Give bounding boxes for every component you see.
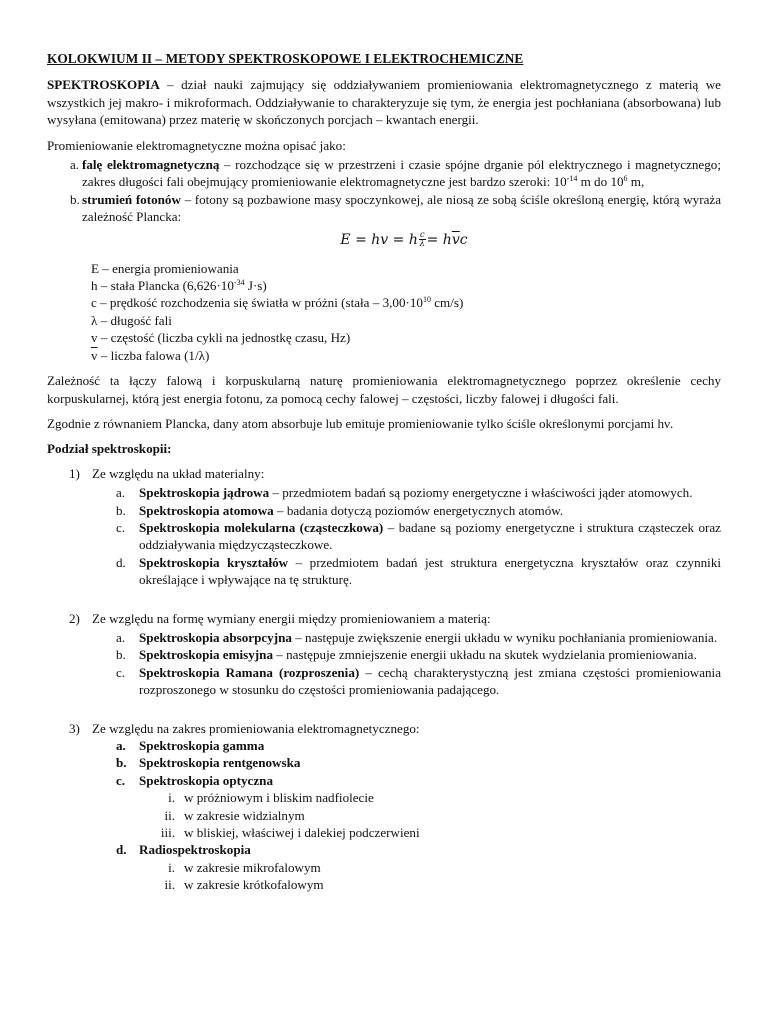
describe-item-term: strumień fotonów	[82, 191, 181, 207]
def-wavenumber	[91, 347, 721, 364]
roman-marker: ii.	[164, 877, 175, 893]
list-item	[92, 772, 721, 842]
intro-paragraph	[47, 76, 721, 128]
formula-lhs: E = hv = h	[340, 231, 418, 248]
formula-wavenumber: $\overline{v}$	[451, 231, 460, 248]
section-items	[92, 484, 721, 588]
roman-text: w zakresie krótkofalowym	[184, 877, 324, 893]
def-exponent: -34	[233, 278, 245, 288]
item-term: Spektroskopia molekularna (cząsteczkowa)	[139, 519, 384, 535]
range-end: m,	[627, 174, 645, 190]
list-item	[92, 519, 721, 554]
list-marker: b.	[116, 647, 126, 663]
list-item	[92, 554, 721, 589]
section-heading: Ze względu na zakres promieniowania elektromagnetycznego:	[92, 720, 420, 736]
formula-fraction	[419, 231, 426, 248]
def-frequency: v – częstość (liczba cykli na jednostkę czasu, Hz)	[91, 330, 351, 346]
roman-list	[139, 789, 721, 841]
describe-item-wave	[47, 156, 721, 191]
describe-item-term: falę elektromagnetyczną	[82, 157, 220, 173]
roman-list	[139, 859, 721, 894]
section-radiation-range	[47, 720, 721, 894]
intro-term: SPEKTROSKOPIA	[47, 77, 160, 93]
list-marker: a.	[116, 485, 126, 501]
document-title: KOLOKWIUM II – METODY SPEKTROSKOPOWE I ELEKTROCHEMICZNE	[47, 51, 524, 66]
list-item	[92, 629, 721, 646]
list-item	[92, 664, 721, 699]
describe-item-text: – rozchodzące się w przestrzeni i czasie spójne drganie pól elektrycznego i magnetycznego; zakres długości fali obejmujący promieniowanie elektromagnetyczne jest bardzo szeroki:	[82, 157, 721, 190]
range-exponent: -14	[566, 174, 578, 184]
range-base: 10	[553, 174, 567, 190]
def-speed-of-light	[91, 294, 721, 311]
item-term: Spektroskopia gamma	[139, 738, 265, 753]
roman-item	[139, 876, 721, 893]
formula-mid: = h	[426, 231, 452, 248]
intro-text: – dział nauki zajmujący się oddziaływaniem promieniowania elektromagnetycznego z materią we wszystkich jej makro- i mikroformach. Oddziaływanie to charakteryzuje się tym, że energia jest pochłaniana (absorbowana) lub wysyłana (emitowana) przez materię w skończonych porcjach – kwantach energii.	[47, 77, 721, 128]
def-text: h – stała Plancka (6,626·10	[91, 278, 234, 294]
item-text: – cechą charakterystyczną jest zmiana częstości promieniowania rozproszonego w stosunku do częstości promieniowania padającego.	[139, 664, 722, 698]
def-exponent: 10	[422, 295, 431, 305]
item-text: – przedmiotem badań są poziomy energetyczne i właściwości jąder atomowych.	[269, 485, 693, 501]
definitions-list	[91, 260, 721, 364]
roman-text: w zakresie widzialnym	[184, 807, 305, 823]
list-item	[92, 841, 721, 893]
item-term: Spektroskopia rentgenowska	[139, 755, 301, 771]
list-item	[92, 754, 721, 771]
section-marker: 1)	[69, 465, 80, 481]
item-text: – przedmiotem badań jest struktura energetyczna kryształów oraz czynniki określające i wpływające na tę strukturę.	[139, 554, 722, 588]
item-term: Spektroskopia kryształów	[139, 554, 289, 570]
describe-item-photons	[47, 191, 721, 226]
describe-paragraph: Promieniowanie elektromagnetyczne można opisać jako:	[47, 137, 346, 153]
planck-paragraph: Zgodnie z równaniem Plancka, dany atom absorbuje lub emituje promieniowanie tylko ściśle określonymi porcjami hν.	[47, 415, 674, 431]
division-list	[47, 465, 721, 894]
item-text: – następuje zmniejszenie energii układu na skutek wydzielania promieniowania.	[273, 647, 697, 663]
list-marker: d.	[116, 554, 126, 570]
section-energy-exchange	[47, 610, 721, 713]
section-marker: 2)	[69, 610, 80, 626]
item-text: – badania dotyczą poziomów energetycznych atomów.	[273, 502, 564, 518]
item-term: Spektroskopia jądrowa	[139, 485, 270, 501]
list-item	[92, 737, 721, 754]
describe-item-text: – fotony są pozbawione masy spoczynkowej, ale niosą ze sobą ściśle określoną energię, którą wyraża zależność Plancka:	[82, 191, 722, 225]
fraction-denominator: λ	[419, 239, 425, 250]
list-item	[92, 484, 721, 501]
spacer	[92, 589, 721, 603]
list-marker: c.	[116, 772, 126, 788]
roman-marker: ii.	[164, 807, 175, 823]
roman-marker: i.	[168, 859, 175, 875]
planck-formula	[87, 226, 721, 254]
item-term: Spektroskopia Ramana (rozproszenia)	[139, 664, 360, 680]
roman-text: w zakresie mikrofalowym	[184, 859, 321, 875]
range-base: 10	[610, 174, 624, 190]
def-text: – liczba falowa (1/λ)	[97, 347, 210, 363]
division-heading	[47, 440, 721, 457]
item-text: – badane są poziomy energetyczne i struktura cząsteczek oraz oddziaływania międzycząsteczkowe.	[139, 519, 721, 553]
formula-tail: c	[459, 231, 468, 248]
def-energy: E – energia promieniowania	[91, 260, 239, 276]
list-marker: b.	[116, 755, 127, 771]
list-marker: a.	[116, 629, 126, 645]
list-marker: d.	[116, 842, 127, 858]
list-marker: c.	[116, 664, 126, 680]
section-heading: Ze względu na formę wymiany energii między promieniowaniem a materią:	[92, 610, 491, 626]
def-text: cm/s)	[430, 295, 464, 311]
list-marker: b.	[116, 502, 126, 518]
item-term: Spektroskopia optyczna	[139, 772, 273, 788]
def-planck-constant	[91, 277, 721, 294]
list-marker: a.	[70, 157, 80, 173]
section-items	[92, 737, 721, 894]
range-exponent: 6	[623, 174, 628, 184]
roman-item	[139, 824, 721, 841]
section-heading: Ze względu na układ materialny:	[92, 465, 265, 481]
list-marker: b.	[70, 191, 80, 207]
roman-item	[139, 807, 721, 824]
dual-nature-paragraph: Zależność ta łączy falową i korpuskularną naturę promieniowania elektromagnetycznego poprzez określenie cechy korpuskularnej, którą jest energia fotonu, za pomocą cechy falowej – częstości, liczby falowej i długości fali.	[47, 373, 721, 406]
division-heading-text: Podział spektroskopii:	[47, 441, 172, 457]
item-text: – następuje zwiększenie energii układu w wyniku pochłaniania promieniowania.	[291, 629, 718, 645]
section-items	[92, 629, 721, 699]
roman-marker: i.	[168, 790, 175, 806]
describe-list	[47, 156, 721, 226]
item-term: Radiospektroskopia	[139, 842, 251, 858]
def-text: J·s)	[244, 278, 267, 294]
list-marker: a.	[116, 738, 126, 753]
def-wavelength: λ – długość fali	[91, 312, 172, 328]
section-material	[47, 465, 721, 603]
fraction-numerator: c	[419, 230, 425, 241]
item-term: Spektroskopia absorpcyjna	[139, 629, 292, 645]
spacer	[92, 699, 721, 713]
item-term: Spektroskopia atomowa	[139, 502, 274, 518]
roman-item	[139, 789, 721, 806]
list-item	[92, 646, 721, 663]
list-marker: c.	[116, 519, 126, 535]
roman-item	[139, 859, 721, 876]
roman-marker: iii.	[160, 825, 175, 841]
roman-text: w bliskiej, właściwej i dalekiej podczerwieni	[184, 825, 420, 841]
roman-text: w próżniowym i bliskim nadfiolecie	[184, 790, 374, 806]
section-marker: 3)	[69, 720, 80, 736]
list-item	[92, 502, 721, 519]
document-page	[47, 50, 721, 894]
def-symbol: $\overline{v}$	[91, 347, 98, 363]
item-term: Spektroskopia emisyjna	[139, 647, 273, 663]
range-mid: m do	[577, 174, 611, 190]
def-text: c – prędkość rozchodzenia się światła w próżni (stała – 3,00·10	[91, 295, 423, 311]
